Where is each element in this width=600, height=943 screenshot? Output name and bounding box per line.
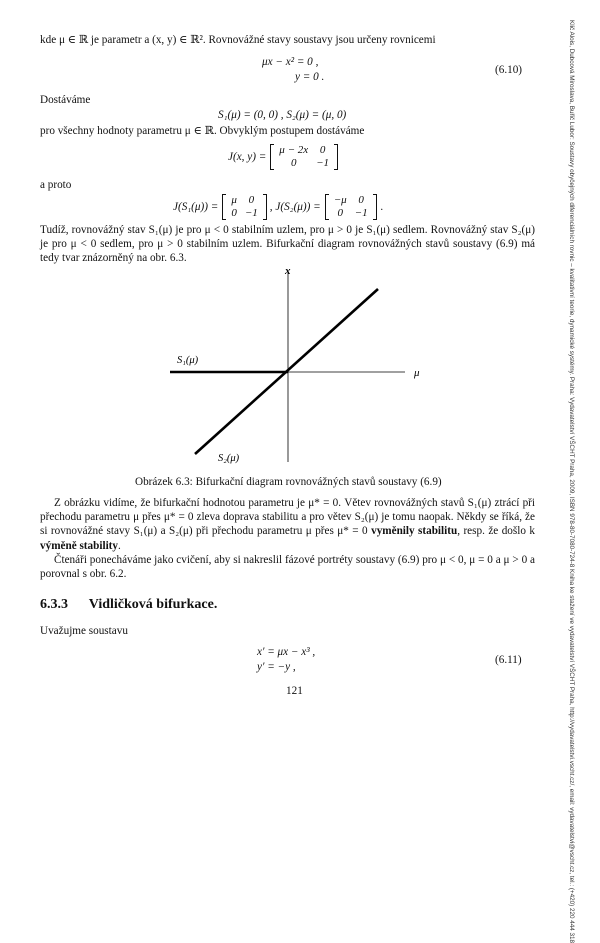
jacobian-eq <box>228 140 338 174</box>
figure-caption: Obrázek 6.3: Bifurkační diagram rovnovážných stavů soustavy (6.9) <box>135 476 442 488</box>
page-number: 121 <box>286 685 303 697</box>
paragraph-2: Z obrázku vidíme, že bifurkační hodnotou parametru je μ* = 0. Větev rovnovážných stavů S₁(μ) ztrácí při přechodu parametru μ přes μ* = 0 zleva doprava stabilitu a pro větev S₂(μ) je tomu naopak. Někdy se říká, že si rovnovážné stavy S₁(μ) a S₂(μ) při přechodu parametru μ přes μ* = 0 vyměnily stabilitu, resp. že došlo k výměně stability. <box>40 497 535 552</box>
eq611-line2: y′ = −y , <box>257 661 296 673</box>
dostavame: Dostáváme <box>40 94 91 106</box>
bifurcation-diagram <box>160 262 440 467</box>
x-axis-label: x <box>285 265 291 277</box>
section-number: 6.3.3 <box>40 597 68 612</box>
all-params: pro všechny hodnoty parametru μ ∈ ℝ. Obvyklým postupem dostáváme <box>40 125 365 137</box>
sidebar-citation: Klič Alois, Dubcová Miroslava, Buřič Lubor: Soustavy obyčejných diferenciálních rovnic – kvalitativní teorie, dynamické systémy. Praha: Vydavatelství VŠCHT Praha, 2009, ISBN 978-80-7080-724-8 Kniha ke stažení ve vydavatelství VŠCHT Praha, http://vydavatelstvi.vscht.cz/, email: vydavatelstvi@vscht.cz, tel.: (+420) 220 444 318 <box>568 20 575 943</box>
j-s-eq: J(S₁(μ)) = μ 0 0 −1 , J(S₂(μ)) = −μ 0 0 −1 . <box>173 194 384 219</box>
eq611-line1: x′ = μx − x³ , <box>257 646 316 658</box>
s1-label: S₁(μ) <box>177 355 199 366</box>
term-vymenily-stabilitu: vyměnily stabilitu <box>371 525 458 538</box>
jacobian-lhs: J(x, y) = <box>228 151 267 163</box>
s2-label: S₂(μ) <box>218 453 240 464</box>
intro-line: kde μ ∈ ℝ je parametr a (x, y) ∈ ℝ². Rovnovážné stavy soustavy jsou určeny rovnicemi <box>40 34 436 46</box>
paragraph-3: Čtenáři ponecháváme jako cvičení, aby si nakreslil fázové portréty soustavy (6.9) pro μ < 0, μ = 0 a μ > 0 a porovnal s obr. 6.2. <box>40 554 535 581</box>
j-s1-lhs: J(S₁(μ)) = <box>173 201 219 213</box>
s-states: S₁(μ) = (0, 0) , S₂(μ) = (μ, 0) <box>218 109 347 121</box>
jacobian-matrix: μ − 2x 0 0 −1 <box>270 144 338 170</box>
section-heading <box>40 597 217 613</box>
eq611-number: (6.11) <box>495 654 522 666</box>
j-s2-matrix: −μ 0 0 −1 <box>325 194 377 220</box>
mu-axis-label: μ <box>414 367 420 379</box>
eq610-number: (6.10) <box>495 64 523 76</box>
eq610-line2: y = 0 . <box>295 71 325 83</box>
j-s2-lhs: , J(S₂(μ)) = <box>269 201 321 213</box>
uvazujme: Uvažujme soustavu <box>40 625 128 637</box>
j-s1-matrix: μ 0 0 −1 <box>222 194 266 220</box>
a-proto: a proto <box>40 179 72 191</box>
section-title: Vidličková bifurkace. <box>88 597 218 612</box>
eq610-line1: μx − x² = 0 , <box>262 56 319 68</box>
paragraph-1: Tudíž, rovnovážný stav S₁(μ) je pro μ < 0 stabilním uzlem, pro μ > 0 je S₁(μ) sedlem. Rovnovážný stav S₂(μ) je pro μ < 0 sedlem, pro μ > 0 stabilním uzlem. Bifurkační diagram rovnovážných stavů soustavy (6.9) má tedy tvar znázorněný na obr. 6.3. <box>40 224 535 265</box>
term-vymene-stability: výměně stability <box>40 539 118 552</box>
